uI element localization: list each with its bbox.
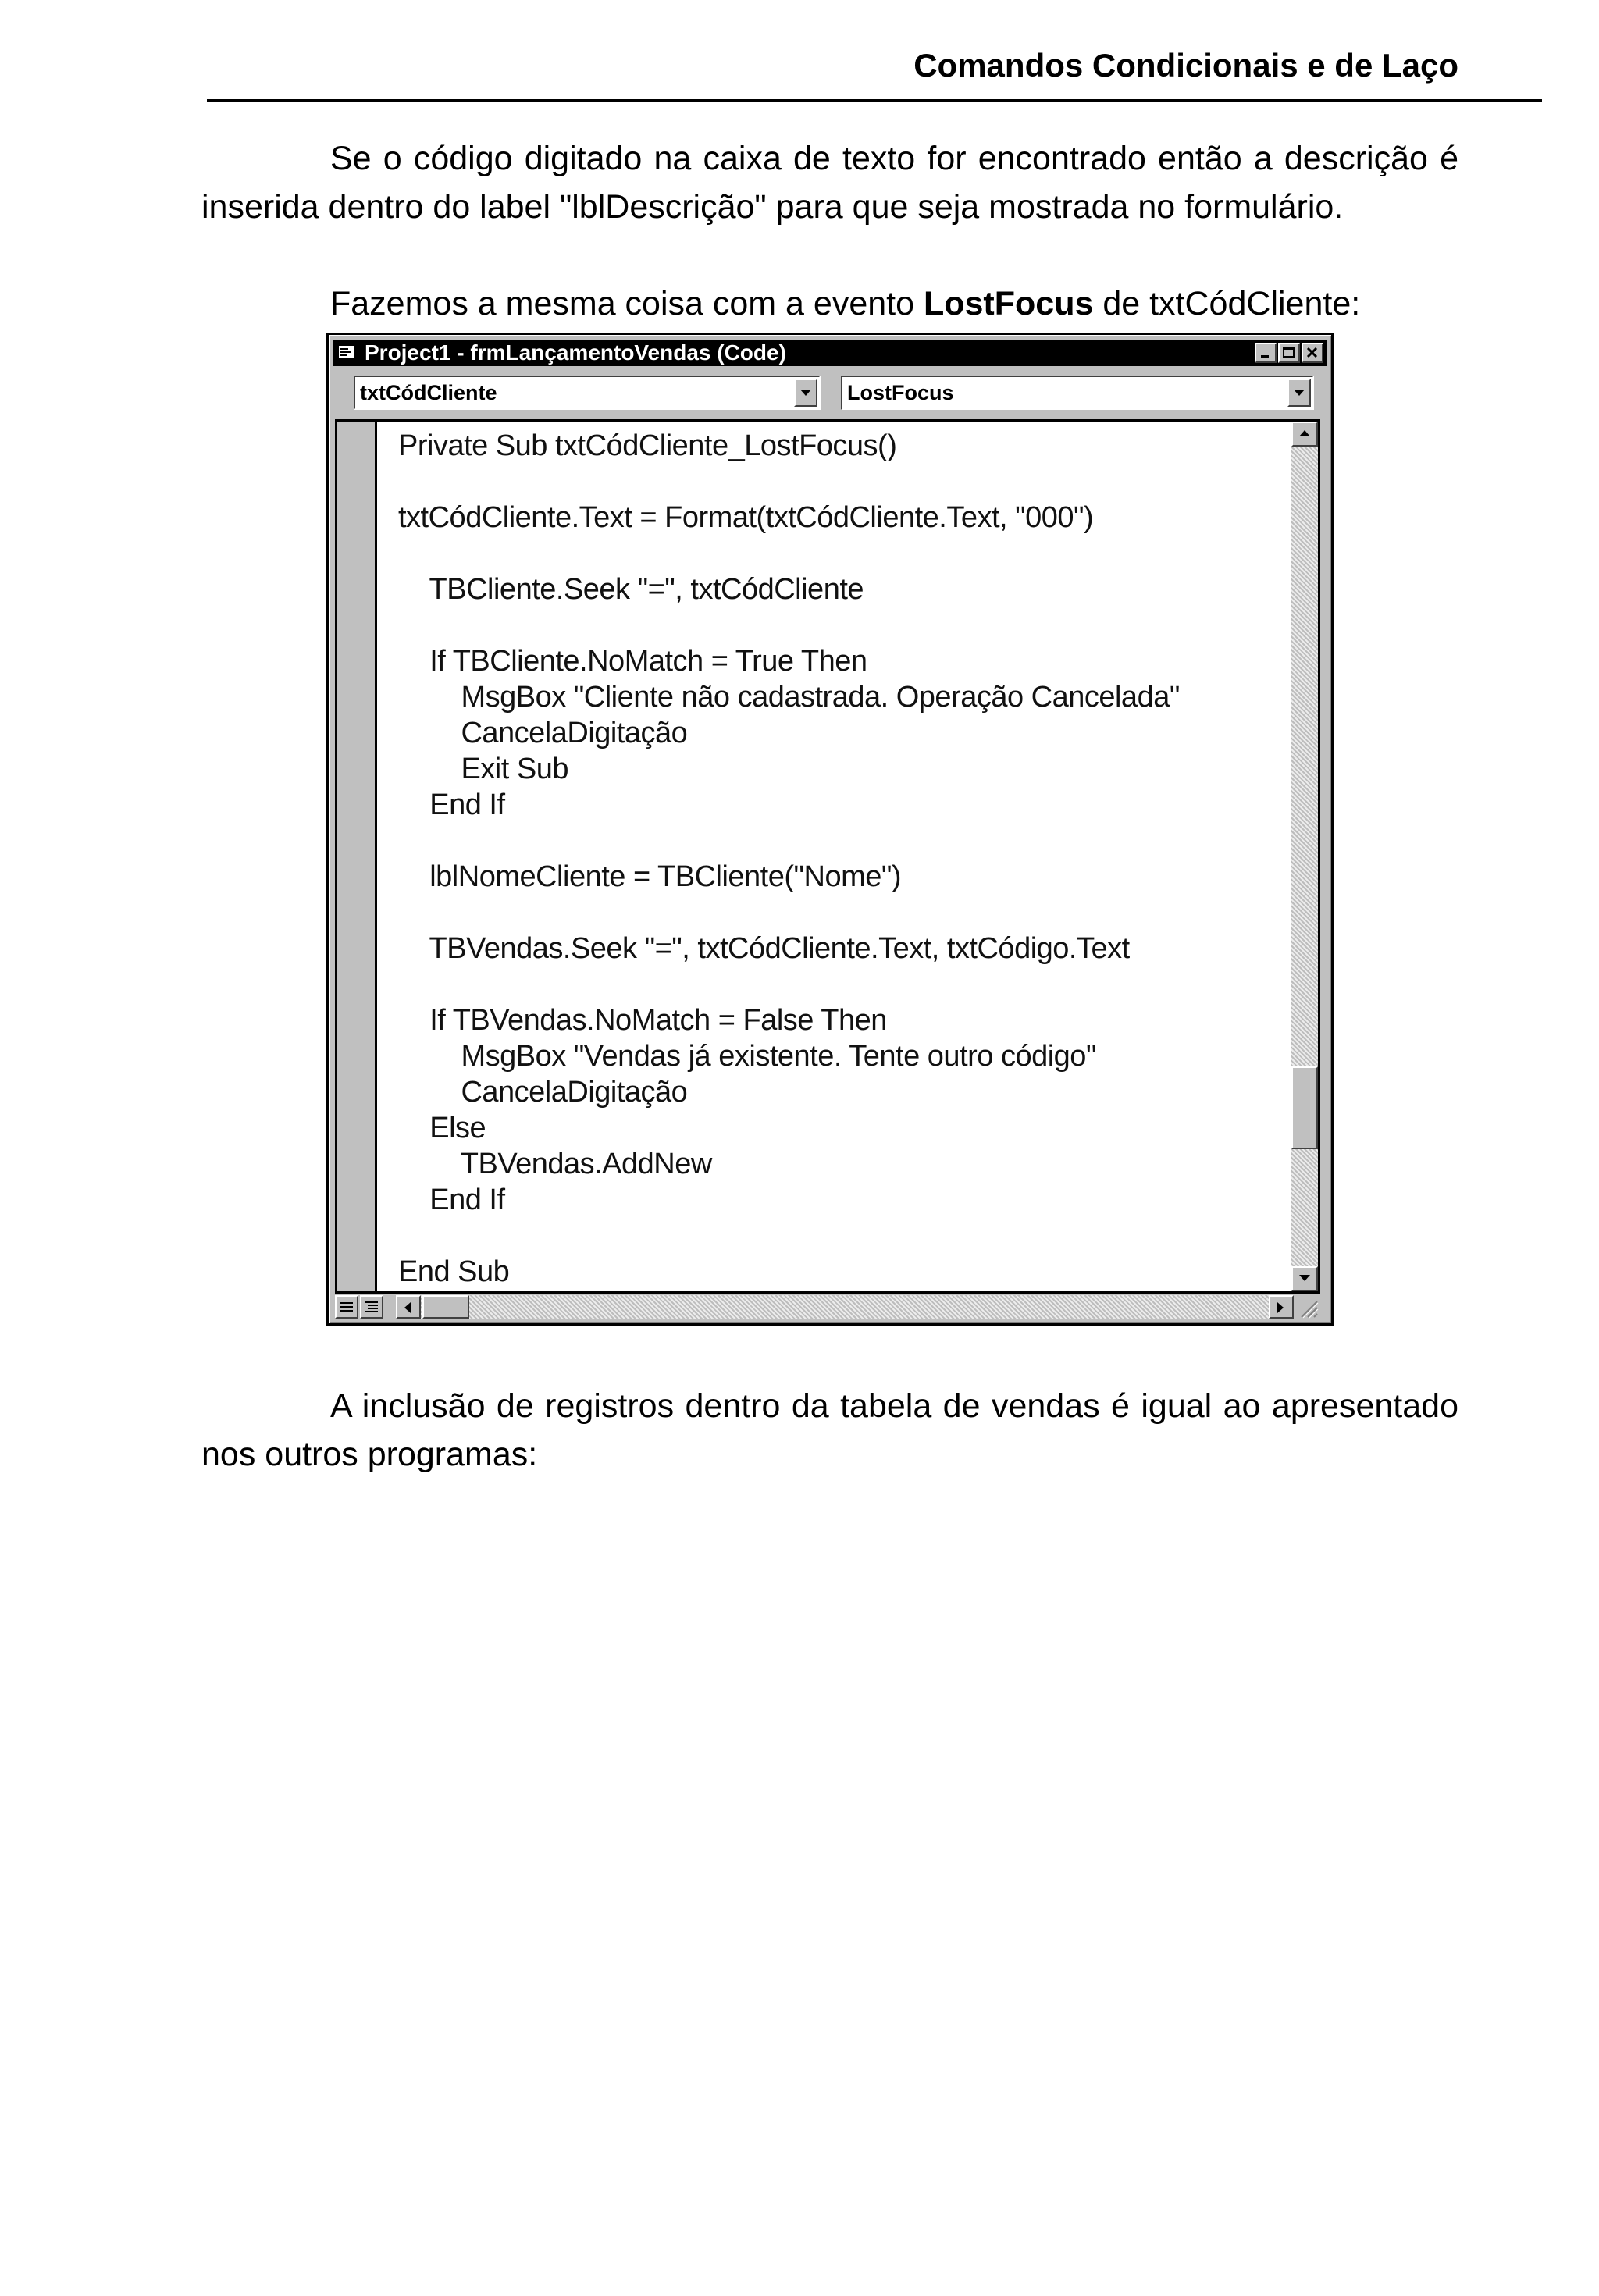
maximize-icon: [1282, 346, 1296, 360]
minimize-icon: [1259, 346, 1273, 360]
object-combo-value: txtCódCliente: [360, 381, 497, 404]
close-button[interactable]: [1302, 343, 1323, 363]
arrow-left-icon: [404, 1302, 411, 1313]
window-titlebar[interactable]: [333, 340, 1327, 366]
running-header: Comandos Condicionais e de Laço: [913, 47, 1458, 84]
scroll-down-button[interactable]: [1291, 1266, 1318, 1291]
full-module-view-icon: [364, 1301, 381, 1315]
procedure-view-icon: [339, 1301, 356, 1315]
paragraph-intro: [201, 134, 1458, 231]
arrow-down-icon: [1299, 1275, 1310, 1281]
editor-bottom-bar: [335, 1294, 1320, 1320]
resize-grip-icon[interactable]: [1294, 1294, 1320, 1320]
procedure-view-button[interactable]: [335, 1295, 358, 1319]
code-window-icon[interactable]: [338, 344, 355, 360]
object-combo[interactable]: [354, 376, 821, 410]
margin-indicator-bar[interactable]: [337, 422, 377, 1291]
code-window: [326, 333, 1334, 1326]
paragraph-lostfocus: [201, 279, 1458, 328]
scroll-right-button[interactable]: [1269, 1295, 1294, 1319]
scroll-left-button[interactable]: [396, 1295, 421, 1319]
arrow-right-icon: [1277, 1302, 1284, 1313]
paragraph-inclusion: [201, 1382, 1458, 1479]
header-rule: [207, 99, 1542, 102]
paragraph-lostfocus-before: Fazemos a mesma coisa com a evento: [330, 285, 924, 322]
paragraph-lostfocus-after: de txtCódCliente:: [1093, 285, 1361, 322]
code-editor[interactable]: [335, 419, 1320, 1294]
close-icon: [1305, 346, 1319, 360]
paragraph-lostfocus-bold: LostFocus: [923, 285, 1094, 322]
full-module-view-button[interactable]: [360, 1295, 383, 1319]
maximize-button[interactable]: [1278, 343, 1300, 363]
minimize-button[interactable]: [1255, 343, 1277, 363]
chevron-down-icon: [1294, 390, 1305, 396]
vertical-scroll-thumb[interactable]: [1291, 1066, 1318, 1149]
procedure-combo-value: LostFocus: [847, 381, 954, 404]
horizontal-scroll-thumb[interactable]: [422, 1295, 469, 1319]
scroll-up-button[interactable]: [1291, 422, 1318, 447]
horizontal-scrollbar[interactable]: [396, 1295, 1294, 1319]
window-title: Project1 - frmLançamentoVendas (Code): [365, 340, 786, 365]
chevron-down-icon: [800, 390, 811, 396]
vertical-scrollbar[interactable]: [1291, 422, 1318, 1291]
code-text[interactable]: Private Sub txtCódCliente_LostFocus() txtCódCliente.Text = Format(txtCódCliente.Text, "000") TBCliente.Seek "=", txtCódCliente If TBCliente.NoMatch = True Then MsgBox "Cliente não cadastrada. Operação Cancelada" CancelaDigitação Exit Sub End If lblNomeCliente = TBCliente("Nome") TBVendas.Seek "=", txtCódCliente.Text, txtCódigo.Text If TBVendas.NoMatch = False Then MsgBox "Vendas já existente. Tente outro código" CancelaDigitação Else TBVendas.AddNew End If End Sub: [398, 429, 1180, 1288]
object-combo-dropdown-button[interactable]: [794, 379, 817, 407]
procedure-combo-dropdown-button[interactable]: [1287, 379, 1311, 407]
window-buttons: [1255, 343, 1323, 363]
paragraph-intro-text: Se o código digitado na caixa de texto for encontrado então a descrição é inserida dentro do label "lblDescrição" para que seja mostrada no formulário.: [201, 140, 1458, 226]
paragraph-inclusion-text: A inclusão de registros dentro da tabela de vendas é igual ao apresentado nos outros programas:: [201, 1387, 1458, 1473]
procedure-combo[interactable]: [841, 376, 1314, 410]
arrow-up-icon: [1299, 430, 1310, 436]
